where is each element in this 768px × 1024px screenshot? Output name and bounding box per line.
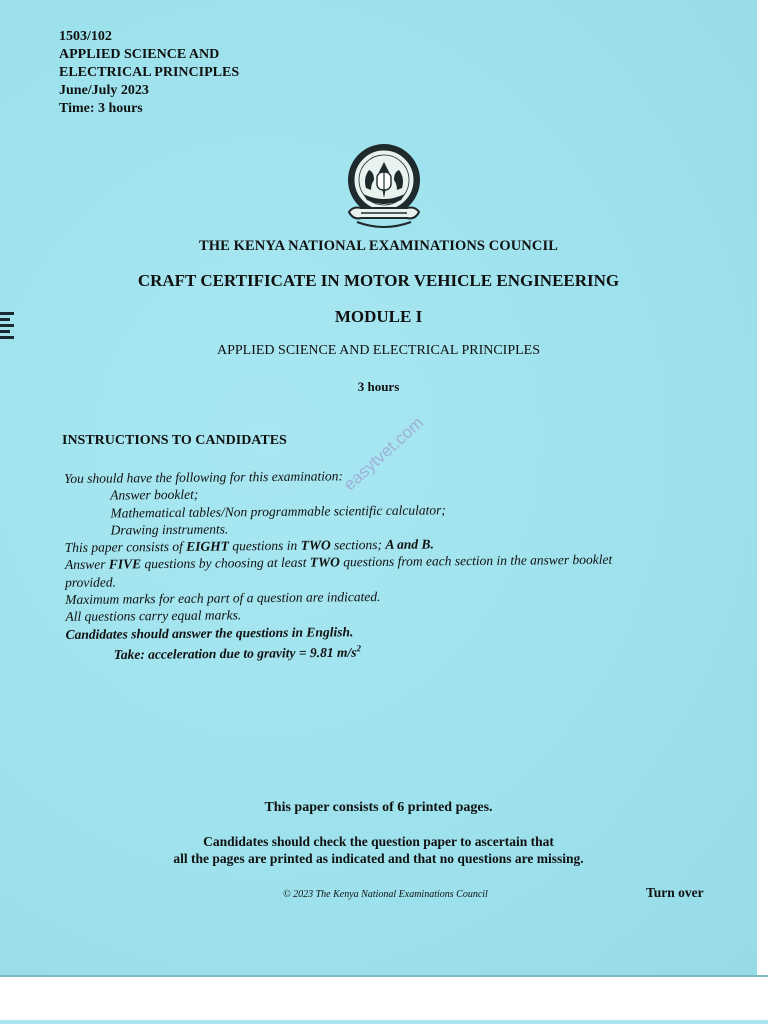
list-item: Drawing instruments. bbox=[110, 521, 229, 538]
exam-session: June/July 2023 bbox=[59, 83, 149, 98]
page-bottom-margin bbox=[0, 975, 768, 1024]
paper-title-line1: APPLIED SCIENCE AND bbox=[59, 47, 220, 62]
watermark: easytvet.com bbox=[340, 412, 428, 495]
turn-over: Turn over bbox=[646, 885, 704, 900]
module-title: MODULE I bbox=[334, 307, 423, 326]
paper-header bbox=[59, 28, 239, 118]
copyright: © 2023 The Kenya National Examinations Council bbox=[283, 889, 488, 900]
course-title: CRAFT CERTIFICATE IN MOTOR VEHICLE ENGINEERING bbox=[137, 271, 620, 290]
instructions-heading: INSTRUCTIONS TO CANDIDATES bbox=[62, 433, 287, 448]
sections-instruction: This paper consists of EIGHT questions in TWO sections; A and B. bbox=[64, 536, 434, 556]
instructions-intro: You should have the following for this examination: bbox=[64, 468, 344, 486]
subject-title: APPLIED SCIENCE AND ELECTRICAL PRINCIPLES bbox=[216, 343, 541, 358]
equal-marks-instruction: All questions carry equal marks. bbox=[65, 607, 242, 625]
answer-instruction: Answer FIVE questions by choosing at least TWO questions from each section in the answer booklet bbox=[64, 552, 613, 573]
kenya-coat-of-arms-icon bbox=[341, 142, 427, 234]
paper-code: 1503/102 bbox=[59, 29, 112, 44]
list-item: Answer booklet; bbox=[110, 487, 199, 503]
duration: 3 hours bbox=[357, 379, 400, 394]
council-name: THE KENYA NATIONAL EXAMINATIONS COUNCIL bbox=[199, 238, 558, 254]
gravity-note: Take: acceleration due to gravity = 9.81 $m/s^2$ bbox=[113, 643, 361, 662]
check-note-line2: all the pages are printed as indicated and that no questions are missing. bbox=[173, 851, 584, 866]
marks-instruction: Maximum marks for each part of a question are indicated. bbox=[65, 589, 381, 608]
language-instruction: Candidates should answer the questions in English. bbox=[65, 623, 354, 642]
check-note-line1: Candidates should check the question paper to ascertain that bbox=[203, 834, 554, 849]
answer-instruction-cont: provided. bbox=[65, 574, 117, 590]
instructions-list bbox=[64, 464, 726, 664]
exam-time: Time: 3 hours bbox=[59, 101, 143, 116]
pages-note: This paper consists of 6 printed pages. bbox=[264, 800, 493, 815]
list-item: Mathematical tables/Non programmable scientific calculator; bbox=[110, 501, 446, 521]
paper-title-line2: ELECTRICAL PRINCIPLES bbox=[59, 65, 240, 80]
